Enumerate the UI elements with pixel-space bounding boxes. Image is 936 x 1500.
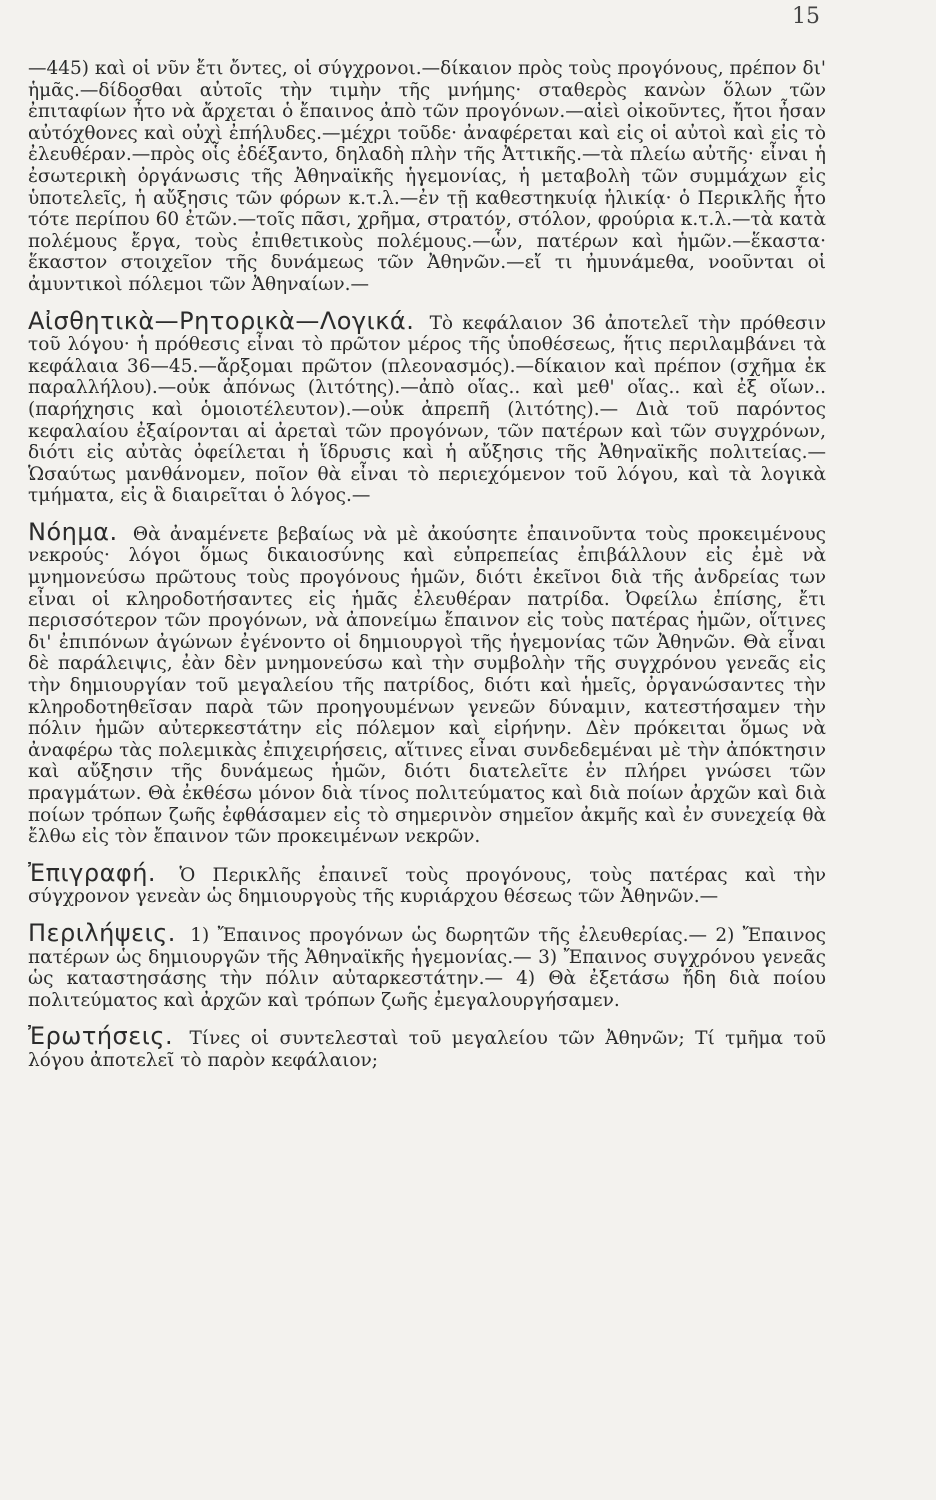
section-meaning (28, 517, 826, 848)
section-questions (28, 1022, 826, 1071)
page-content (28, 58, 826, 1072)
section-title (28, 858, 827, 908)
section-text: Τίνες οἱ συντελεσταὶ τοῦ μεγαλείου τῶν Ἀθηνῶν; Τί τμῆμα τοῦ λόγου ἀποτελεῖ τὸ παρὸν κεφάλαιον; (28, 1028, 826, 1071)
page-number: 15 (792, 4, 820, 29)
section-heading: Ἐπιγραφή. (28, 858, 157, 887)
section-heading: Αἰσθητικὰ—Ρητορικὰ—Λογικά. (28, 306, 415, 335)
intro-paragraph: —445) καὶ οἱ νῦν ἔτι ὄντες, οἱ σύγχρονοι.—δίκαιον πρὸς τοὺς προγόνους, πρέπον δι' ἡμᾶς.—δίδοσθαι αὐτοῖς τὴν τιμὴν τῆς μνήμης· σταθερὸς κανὼν ὅλων τῶν ἐπιταφίων ἦτο νὰ ἄρχεται ὁ ἔπαινος ἀπὸ τῶν προγόνων.—αἰεὶ οἰκοῦντες, ἤτοι ἦσαν αὐτόχθονες καὶ οὐχὶ ἐπήλυδες.—μέχρι τοῦδε· ἀναφέρεται καὶ εἰς οἱ αὐτοὶ καὶ εἰς τὸ ἐλευθέραν.—πρὸς οἷς ἐδέξαντο, δηλαδὴ πλὴν τῆς Ἀττικῆς.—τὰ πλείω αὐτῆς· εἶναι ἡ ἐσωτερικὴ ὀργάνωσις τῆς Ἀθηναϊκῆς ἡγεμονίας, ἡ μεταβολὴ τῶν συμμάχων εἰς ὑποτελεῖς, ἡ αὔξησις τῶν φόρων κ.τ.λ.—ἐν τῇ καθεστηκυίᾳ ἡλικίᾳ· ὁ Περικλῆς ἦτο τότε περίπου 60 ἐτῶν.—τοῖς πᾶσι, χρῆμα, στρατόν, στόλον, φρούρια κ.τ.λ.—τὰ κατὰ πολέμους ἔργα, τοὺς ἐπιθετικοὺς πολέμους.—ὧν, πατέρων καὶ ἡμῶν.—ἕκαστα· ἕκαστον στοιχεῖον τῆς δυνάμεως τῶν Ἀθηνῶν.—εἴ τι ἠμυνάμεθα, νοοῦνται οἱ ἀμυντικοὶ πόλεμοι τῶν Ἀθηναίων.— (28, 58, 826, 295)
section-heading: Νόημα. (28, 517, 118, 546)
section-summaries (28, 918, 826, 1011)
section-heading: Περιλήψεις. (28, 918, 176, 947)
section-aesthetics (28, 306, 826, 507)
section-text: Θὰ ἀναμένετε βεβαίως νὰ μὲ ἀκούσητε ἐπαινοῦντα τοὺς προκειμένους νεκρούς· λόγοι ὅμως δικαιοσύνης καὶ εὐπρεπείας ἐπιβάλλουν εἰς ἐμὲ νὰ μνημονεύσω πρῶτους τοὺς προγόνους ἡμῶν, διότι ἐκεῖνοι διὰ τῆς ἀνδρείας των εἶναι οἱ κληροδοτήσαντες εἰς ἡμᾶς ἐλευθέραν πατρίδα. Ὀφείλω ἐπίσης, ἔτι περισσότερον τῶν προγόνων, νὰ ἀπονείμω ἔπαινον εἰς τοὺς πατέρας ἡμῶν, οἵτινες δι' ἐπιπόνων ἀγώνων ἐγένοντο οἱ δημιουργοὶ τῆς ἡγεμονίας τῶν Ἀθηνῶν. Θὰ εἶναι δὲ παράλειψις, ἐὰν δὲν μνημονεύσω καὶ τὴν συμβολὴν τῆς συγχρόνου γενεᾶς εἰς τὴν δημιουργίαν τοῦ μεγαλείου τῆς πατρίδος, διότι καὶ ἡμεῖς, ὀργανώσαντες τὴν κληροδοτηθεῖσαν παρὰ τῶν προηγουμένων γενεῶν δύναμιν, κατεστήσαμεν τὴν πόλιν ἡμῶν αὐτερκεστάτην εἰς πόλεμον καὶ εἰρήνην. Δὲν πρόκειται ὅμως νὰ ἀναφέρω τὰς πολεμικὰς ἐπιχειρήσεις, αἵτινες εἶναι συνδεδεμέναι μὲ τὴν ἀπόκτησιν καὶ αὔξησιν τῆς δυνάμεως ἡμῶν, διότι διατελεῖτε ἐν πλήρει γνώσει τῶν πραγμάτων. Θὰ ἐκθέσω μόνον διὰ τίνος πολιτεύματος καὶ διὰ ποίων ἀρχῶν καὶ διὰ ποίων τρόπων ζωῆς ἐφθάσαμεν εἰς τὸ σημερινὸν σημεῖον ἀκμῆς καὶ ἐν συνεχείᾳ θὰ ἔλθω εἰς τὸν ἔπαινον τῶν προκειμένων νεκρῶν. (28, 523, 826, 848)
section-heading: Ἐρωτήσεις. (28, 1022, 174, 1051)
section-text: Τὸ κεφάλαιον 36 ἀποτελεῖ τὴν πρόθεσιν τοῦ λόγου· ἡ πρόθεσις εἶναι τὸ πρῶτον μέρος τῆς ὑποθέσεως, ἥτις περιλαμβάνει τὰ κεφάλαια 36—45.—ἄρξομαι πρῶτον (πλεονασμός).—δίκαιον καὶ πρέπον (σχῆμα ἐκ παραλλήλου).—οὐκ ἀπόνως (λιτότης).—ἀπὸ οἵας.. καὶ μεθ' οἵας.. καὶ ἐξ οἵων.. (παρήχησις καὶ ὁμοιοτέλευτον).—οὐκ ἀπρεπῆ (λιτότης).— Διὰ τοῦ παρόντος κεφαλαίου ἐξαίρονται αἱ ἀρεταὶ τῶν προγόνων, τῶν πατέρων καὶ τῶν συγχρόνων, διότι εἰς αὐτὰς ὀφείλεται ἡ ἵδρυσις καὶ ἡ αὔξησις τῆς Ἀθηναϊκῆς πολιτείας.— Ὡσαύτως μανθάνομεν, ποῖον θὰ εἶναι τὸ περιεχόμενον τοῦ λόγου, καὶ τὰ λογικὰ τμήματα, εἰς ἃ διαιρεῖται ὁ λόγος.— (28, 312, 826, 507)
section-text: 1) Ἔπαινος προγόνων ὡς δωρητῶν τῆς ἐλευθερίας.— 2) Ἔπαινος πατέρων ὡς δημιουργῶν τῆς Ἀθηναϊκῆς ἡγεμονίας.— 3) Ἔπαινος συγχρόνου γενεᾶς ὡς καταστησάσης τὴν πόλιν αὐταρκεστάτην.— 4) Θὰ ἐξετάσω ἤδη διὰ ποίου πολιτεύματος καὶ ἀρχῶν καὶ τρόπων ζωῆς ἐμεγαλουργήσαμεν. (28, 924, 826, 1011)
section-text: Ὁ Περικλῆς ἐπαινεῖ τοὺς προγόνους, τοὺς πατέρας καὶ τὴν σύγχρονον γενεὰν ὡς δημιουργοὺς τῆς κυριάρχου θέσεως τῶν Ἀθηνῶν.— (28, 864, 827, 908)
